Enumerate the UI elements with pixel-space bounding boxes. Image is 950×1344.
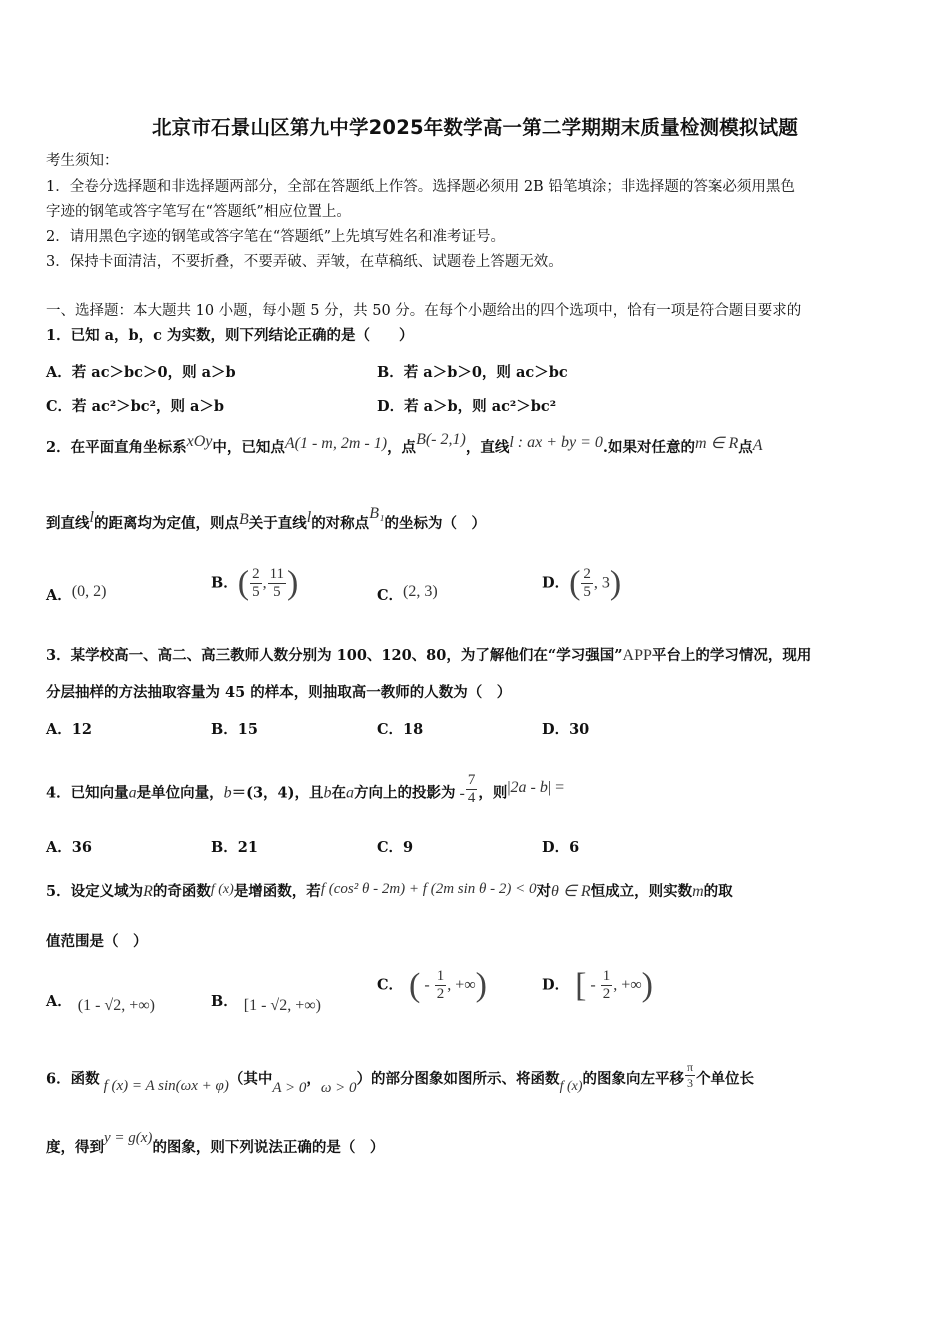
numerator: π (687, 1060, 694, 1074)
q6-math: y = g(x) (104, 1130, 153, 1146)
right-paren: ) (287, 564, 299, 602)
q4-option-b: B．21 (211, 839, 258, 856)
q2-text: 点 (738, 439, 753, 456)
left-bracket: [ (575, 966, 587, 1004)
q2-math: A(1 - m, 2m - 1) (284, 435, 388, 452)
page-title: 北京市石景山区第九中学2025年数学高一第二学期期末质量检测模拟试题 (151, 116, 799, 139)
q2-text: 中，已知点 (212, 439, 285, 456)
q3-app: APP (622, 647, 652, 664)
q6-text: 6．函数 (46, 1070, 100, 1088)
q5-option-b-label: B． (211, 993, 238, 1010)
q5-text: 的取 (703, 883, 733, 900)
q6-text: ）的部分图象如图所示、将函数 (356, 1070, 560, 1088)
left-paren: ( (409, 966, 421, 1004)
q3-text: 3．某学校高一、高二、高三教师人数分别为 100、120、80，为了解他们在“学习强国” (46, 647, 623, 664)
fraction (435, 968, 447, 1003)
right-paren: ) (609, 564, 622, 602)
q3-option-d: D．30 (542, 721, 590, 738)
fraction (685, 1060, 695, 1091)
abs-expression: |2a - b| (507, 778, 552, 796)
q5-math: θ ∈ R (551, 883, 591, 900)
denominator: 5 (583, 584, 591, 600)
fraction (601, 968, 613, 1003)
numerator: 7 (467, 772, 476, 788)
q6-text: 的图象向左平移 (582, 1070, 684, 1088)
q3-option-a: A．12 (46, 721, 92, 738)
q5-text: 对 (536, 883, 552, 900)
q6-math: A > 0 (272, 1079, 307, 1096)
q2-math: l : ax + by = 0 (509, 434, 603, 451)
q5-option-c-label: C． (377, 976, 404, 994)
q6-stem-line2 (46, 1130, 385, 1158)
denominator: 4 (467, 790, 476, 806)
q4-text: 4．已知向量 (46, 784, 129, 802)
q5-option-a-label: A． (46, 993, 72, 1010)
q2-text: .如果对任意的 (602, 439, 695, 456)
q5-text: 5．设定义域为 (46, 883, 144, 900)
q2-option-b (211, 566, 298, 601)
q6-math: f (x) = A sin(ωx + φ) (103, 1077, 229, 1094)
notice-item-2: 2．请用黑色字迹的钢笔或答字笔在“答题纸”上先填写姓名和准考证号。 (46, 229, 506, 245)
q5-text: 的奇函数 (152, 883, 211, 900)
q5-math: R (143, 883, 153, 900)
q6-math: ω > 0 (320, 1079, 357, 1096)
q5-text: 是增函数，若 (233, 883, 321, 900)
q2-text: 的坐标为（ ） (384, 515, 487, 532)
q5-option-b (211, 990, 321, 1014)
q2-option-a-label: A． (46, 587, 72, 604)
q2-option-d-label: D． (542, 574, 570, 592)
q6-stem-line1 (46, 1060, 755, 1096)
denominator: 2 (602, 986, 611, 1002)
infinity-text: , +∞ (613, 976, 642, 994)
fraction (466, 772, 478, 807)
numerator: 1 (602, 968, 611, 984)
numerator: 11 (269, 566, 285, 582)
q5-option-a (46, 990, 155, 1014)
q1-option-a: A．若 ac＞bc＞0，则 a＞b (46, 364, 236, 381)
infinity-text: , +∞ (447, 976, 476, 994)
notice-heading: 考生须知： (46, 153, 119, 169)
q2-math: xOy (186, 433, 213, 450)
q2-text: 到直线 (46, 515, 90, 532)
q4-math: a (346, 784, 354, 802)
q2-option-a-value: (0, 2) (71, 583, 107, 600)
left-paren: ( (569, 564, 581, 602)
q2-option-a (46, 584, 106, 605)
comma: , (262, 574, 267, 592)
q5-option-d-label: D． (542, 976, 570, 994)
q2-math: A (752, 437, 763, 454)
q1-stem: 1．已知 a，b，c 为实数，则下列结论正确的是（ ） (46, 327, 414, 344)
equals-sign: = (555, 778, 565, 796)
q4-option-d: D．6 (542, 839, 580, 856)
q6-text: 个单位长 (696, 1070, 755, 1088)
q2-math: B (238, 511, 249, 528)
q6-text: 度，得到 (46, 1139, 104, 1156)
q5-math: f (x) (210, 882, 234, 897)
q2-option-c-value: (2, 3) (403, 583, 438, 600)
q2-option-b-label: B． (211, 574, 238, 592)
q5-stem-line2: 值范围是（ ） (46, 933, 148, 950)
q4-text: ＝(3，4)，且 (231, 784, 324, 802)
q3-text: 平台上的学习情况，现用 (651, 647, 812, 664)
q4-text: 是单位向量， (136, 784, 224, 802)
q4-text: 在 (331, 784, 346, 802)
q5-inequality: f (cos² θ - 2m) + f (2m sin θ - 2) < 0 (320, 881, 537, 897)
section-heading: 一、选择题：本大题共 10 小题，每小题 5 分，共 50 分。在每个小题给出的四个选项中，恰有一项是符合题目要求的 (46, 303, 802, 319)
q2-option-d (542, 566, 621, 601)
q3-option-c: C．18 (377, 721, 424, 738)
q4-abs-inner: 2a - b (510, 778, 548, 796)
fraction (581, 566, 593, 601)
q4-stem (46, 772, 565, 811)
numerator: 2 (252, 566, 260, 582)
q5-stem-line1 (46, 882, 733, 903)
q4-math: a (128, 784, 137, 802)
right-paren: ) (475, 966, 487, 1004)
q5-option-d (542, 968, 653, 1003)
notice-item-1b: 字迹的钢笔或答字笔写在“答题纸”相应位置上。 (46, 204, 351, 220)
numerator: 1 (436, 968, 445, 984)
right-paren: ) (641, 966, 653, 1004)
q6-text: ， (306, 1070, 321, 1088)
notice-item-1a: 1．全卷分选择题和非选择题两部分，全部在答题纸上作答。选择题必须用 2B 铅笔填涂；非选择题的答案必须用黑色 (46, 179, 795, 195)
q2-option-c (377, 584, 438, 605)
q2-math: m ∈ R (694, 435, 739, 452)
q4-option-c: C．9 (377, 839, 414, 856)
q2-option-c-label: C． (377, 587, 404, 604)
denominator: 5 (273, 584, 281, 600)
q3-option-b: B．15 (211, 721, 258, 738)
q2-option-d-rest: , 3 (593, 574, 610, 592)
q6-math: f (x) (559, 1078, 583, 1094)
q6-text: （其中 (228, 1070, 273, 1088)
q4-text: ，则 (478, 784, 508, 802)
denominator: 3 (687, 1076, 694, 1090)
q2-math: B₁ (369, 505, 385, 522)
q3-stem-line1 (46, 646, 811, 666)
q3-stem-line2: 分层抽样的方法抽取容量为 45 的样本，则抽取高一教师的人数为（ ） (46, 684, 512, 701)
q6-text: 的图象，则下列说法正确的是（ ） (152, 1139, 385, 1156)
q5-text: 恒成立，则实数 (590, 883, 693, 900)
minus-sign: - (586, 976, 600, 994)
q2-text: 的距离均为定值，则点 (93, 515, 239, 532)
q4-text: 方向上的投影为 (354, 784, 456, 802)
q2-text: ，直线 (465, 439, 510, 456)
q5-option-c (377, 968, 487, 1003)
q1-option-b: B．若 a＞b＞0，则 ac＞bc (377, 364, 568, 381)
q5-option-a-value: (1 - √2, +∞) (77, 997, 155, 1014)
numerator: 2 (583, 566, 591, 582)
minus-sign: - (420, 976, 434, 994)
q4-option-a: A．36 (46, 839, 92, 856)
q1-option-c: C．若 ac²＞bc²，则 a＞b (46, 398, 225, 415)
q2-text: ，点 (387, 439, 417, 456)
q2-stem-line2 (46, 505, 487, 534)
q5-option-b-value: [1 - √2, +∞) (243, 997, 321, 1014)
notice-item-3: 3．保持卡面清洁，不要折叠，不要弄破、弄皱，在草稿纸、试题卷上答题无效。 (46, 254, 563, 270)
q4-math: b (323, 784, 332, 802)
q2-math: l (89, 509, 94, 526)
q2-text: 的对称点 (311, 515, 370, 532)
left-paren: ( (237, 564, 250, 602)
q2-text: 关于直线 (248, 515, 307, 532)
fraction (268, 566, 286, 601)
minus-sign: - (459, 784, 465, 802)
q2-stem-line1 (46, 431, 763, 458)
denominator: 5 (252, 584, 260, 600)
fraction (250, 566, 262, 601)
q2-text: 2．在平面直角坐标系 (46, 439, 187, 456)
q5-math: m (692, 883, 704, 900)
denominator: 2 (436, 986, 445, 1002)
q4-math: b (223, 784, 232, 802)
q2-math: B(- 2,1) (416, 431, 466, 448)
q1-option-d: D．若 a＞b，则 ac²＞bc² (377, 398, 557, 415)
q2-math: l (306, 509, 312, 526)
